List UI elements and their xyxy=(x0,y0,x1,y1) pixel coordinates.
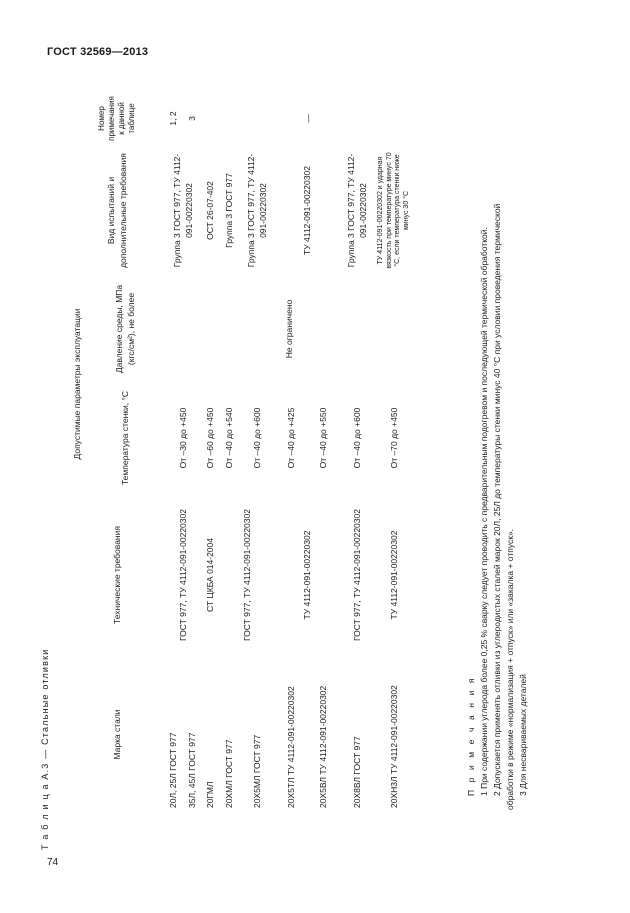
temp-cell: От –40 до +540 xyxy=(224,407,234,469)
test-cell: ТУ 4112-091-00220302 xyxy=(302,166,312,255)
col-header-params: Допустимые параметры эксплуатации xyxy=(72,308,82,460)
page-number: 74 xyxy=(47,857,59,868)
rotated-page-content xyxy=(40,90,585,850)
grade-cell: 20Х5ВЛ ТУ 4112-091-00220302 xyxy=(318,685,328,808)
temp-cell: От –30 до +450 xyxy=(177,407,188,469)
note-2-cont: обработки в режиме «нормализация + отпуск» или «закалка + отпуск». xyxy=(505,528,515,810)
note-cell: — xyxy=(302,114,313,123)
col-header-grade: Марка стали xyxy=(111,709,122,760)
grade-cell: 20ХН3Л ТУ 4112-091-00220302 xyxy=(389,685,399,808)
grade-cell: 20Х5МЛ ГОСТ 977 xyxy=(252,734,262,808)
test-cell: Группа 3 ГОСТ 977, ТУ 4112-091-00220302 xyxy=(171,153,194,268)
col-header-test: Вид испытаний и дополнительные требования xyxy=(105,153,128,268)
test-cell: Группа 3 ГОСТ 977, ТУ 4112-091-00220302 xyxy=(246,153,268,268)
notes-heading: П р и м е ч а н и я xyxy=(466,675,476,796)
tech-cell: ТУ 4112-091-00220302 xyxy=(389,530,399,620)
temp-cell: От –40 до +550 xyxy=(318,407,328,469)
temp-cell: От –40 до +600 xyxy=(252,407,262,469)
test-cell: Группа 3 ГОСТ 977, ТУ 4112-091-00220302 xyxy=(345,153,368,268)
pressure-cell: Не ограничено xyxy=(284,299,294,359)
grade-cell: 20Х8ВЛ ГОСТ 977 xyxy=(351,736,362,808)
col-header-temp: Температура стенки, °С xyxy=(119,390,130,486)
note-3: 3 Для несвариваемых деталей xyxy=(518,674,528,796)
temp-cell: От –40 до +425 xyxy=(286,407,296,469)
test-cell: ОСТ 26-07-402 xyxy=(205,181,215,240)
table-notes xyxy=(465,110,530,810)
note-cell: 1, 2 xyxy=(168,111,178,126)
grade-cell: 35Л, 45Л ГОСТ 977 xyxy=(186,732,197,808)
col-header-pressure: Давление среды, МПа (кгс/см²), не более xyxy=(113,284,136,374)
col-header-tech: Технические требования xyxy=(111,526,122,624)
tech-cell: СТ ЦКБА 014-2004 xyxy=(205,538,215,612)
note-1: 1 При содержании углерода более 0,25 % сварку следует проводить с предварительным подогревом и последующей термической обработкой. xyxy=(479,227,489,796)
note-cell: 3 xyxy=(186,116,197,121)
grade-cell: 20ХМЛ ГОСТ 977 xyxy=(224,739,234,808)
table-caption: Т а б л и ц а А.3 — Стальные отливки xyxy=(40,648,50,850)
temp-cell: От –60 до +450 xyxy=(205,407,215,469)
grade-cell: 20Л, 25Л ГОСТ 977 xyxy=(168,732,178,808)
grade-cell: 20Х5ТЛ ТУ 4112-091-00220302 xyxy=(286,686,296,808)
note-2: 2 Допускается применять отливки из углеродистых сталей марок 20Л, 25Л до температуры стенки минус 40 °С при условии проведения термической xyxy=(492,203,502,796)
tech-cell: ТУ 4112-091-00220302 xyxy=(302,530,312,620)
grade-cell: 20ГМЛ xyxy=(205,781,215,808)
steel-castings-table xyxy=(69,91,454,812)
tech-cell: ГОСТ 977, ТУ 4112-091-00220302 xyxy=(242,509,252,641)
temp-cell: От –40 до +600 xyxy=(351,407,362,469)
tech-cell: ГОСТ 977, ТУ 4112-091-00220302 xyxy=(351,509,362,641)
test-cell: Группа 3 ГОСТ 977 xyxy=(224,173,234,248)
col-header-note: Номер примечания к данной таблице xyxy=(96,96,136,141)
tech-cell: ГОСТ 977, ТУ 4112-091-00220302 xyxy=(177,509,188,641)
test-cell: ТУ 4112-091-00220302 и ударная вязкость при температуре минус 70 °С, если температура стенки ниже минус 30 °С xyxy=(377,152,410,269)
document-header: ГОСТ 32569—2013 xyxy=(47,46,149,58)
temp-cell: От –70 до +450 xyxy=(389,407,399,469)
